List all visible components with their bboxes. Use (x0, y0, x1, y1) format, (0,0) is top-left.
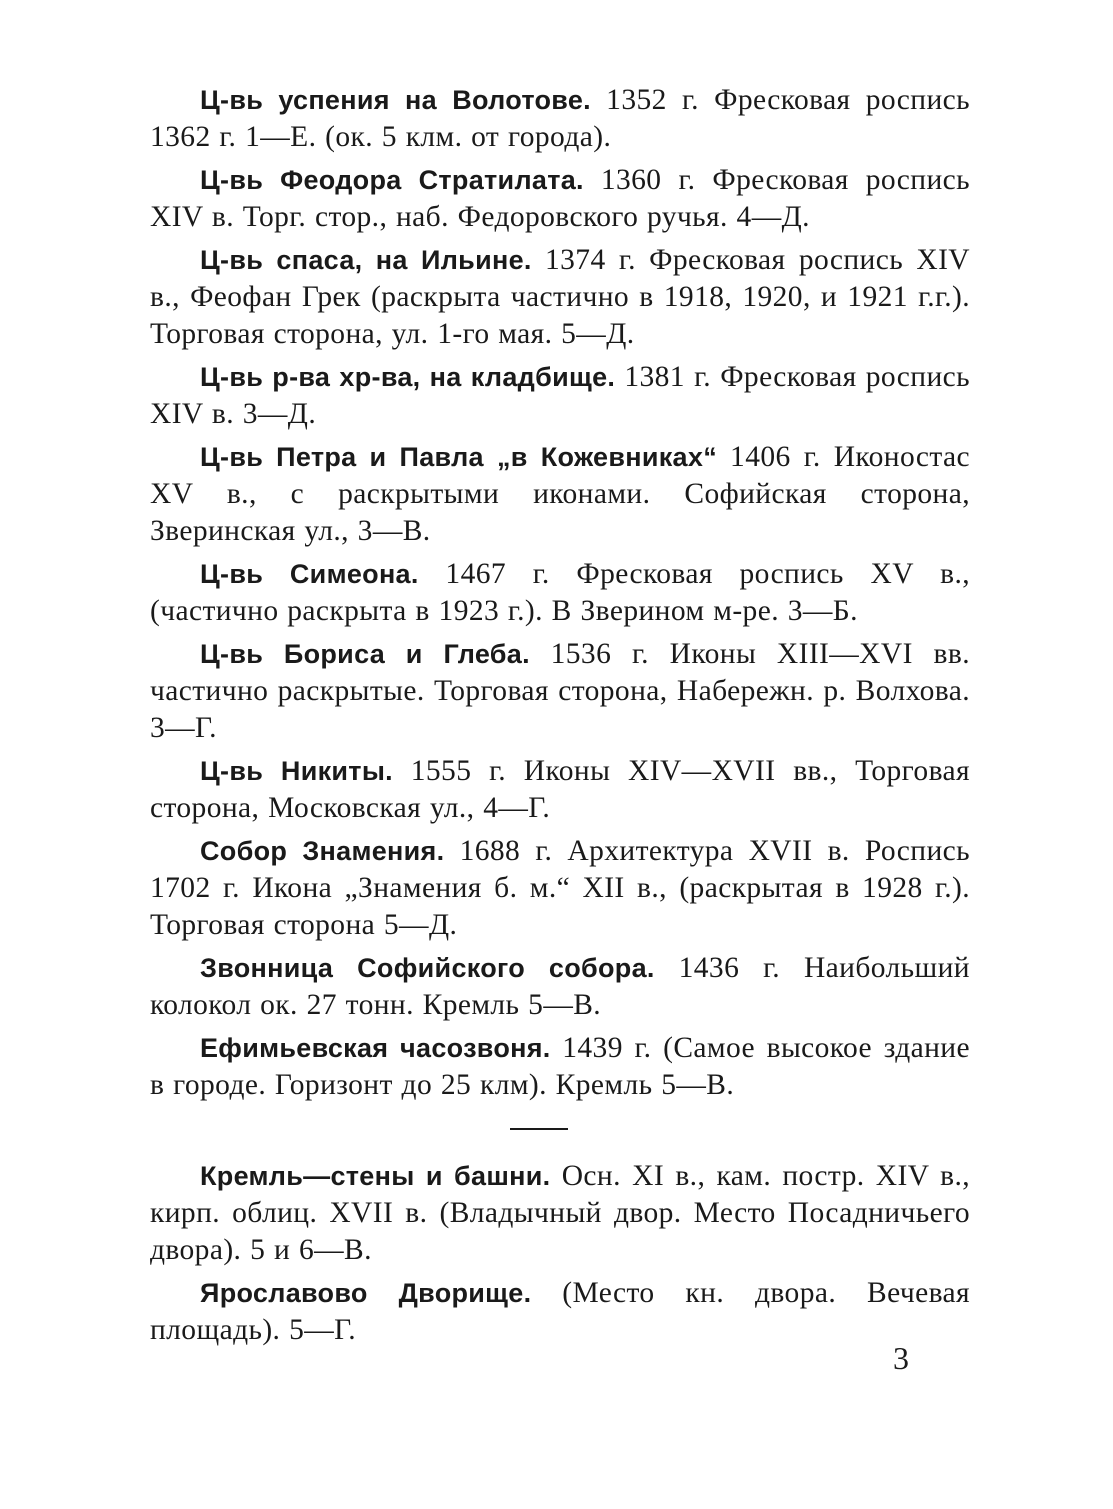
entry-feodor-stratilat (150, 162, 970, 236)
entry-chasozvonya (150, 1030, 970, 1104)
page-number: 3 (893, 1340, 909, 1376)
entry-title: Собор Знамения. (200, 836, 445, 866)
entry-text: 1406 г. Иконостас XV в., с раскрытыми иконами. Софийская сторона, Зверинская ул., 3—В. (150, 441, 970, 547)
entry-title: Ц-вь Петра и Павла „в Кожевниках“ (200, 442, 717, 472)
entry-nikity (150, 753, 970, 827)
entry-text: 1555 г. Иконы XIV—XVII вв., Торговая сторона, Московская ул., 4—Г. (150, 755, 970, 824)
entry-rozhdestvo-kladbische (150, 359, 970, 433)
entry-title: Ц-вь Бориса и Глеба. (200, 639, 530, 669)
entry-petra-pavla (150, 439, 970, 550)
entry-kreml (150, 1158, 970, 1269)
entry-text: 1352 г. Фресковая роспись 1362 г. 1—Е. (ок. 5 клм. от города). (150, 84, 970, 153)
entry-title: Ц-вь р-ва хр-ва, на кладбище. (200, 362, 616, 392)
entry-simeona (150, 556, 970, 630)
entry-sobor-znameniya (150, 833, 970, 944)
entry-borisa-gleba (150, 636, 970, 747)
entry-title: Ц-вь спаса, на Ильине. (200, 245, 532, 275)
entry-volotovo (150, 82, 970, 156)
entry-text: 1467 г. Фресковая роспись XV в., (частично раскрыта в 1923 г.). В Зверином м-ре. 3—Б. (150, 558, 970, 627)
entry-text: 1381 г. Фресковая роспись XIV в. 3—Д. (150, 361, 970, 430)
entry-spas-ilyina (150, 242, 970, 353)
page-content (150, 82, 970, 1355)
entry-title: Ярославово Дворище. (200, 1278, 532, 1308)
entry-text: 1374 г. Фресковая роспись XIV в., Феофан Грек (раскрыта частично в 1918, 1920, и 1921 г.г.). Торговая сторона, ул. 1-го мая. 5—Д. (150, 244, 970, 350)
entry-text: 1360 г. Фресковая роспись XIV в. Торг. стор., наб. Федоровского ручья. 4—Д. (150, 164, 970, 233)
entry-title: Ц-вь Феодора Стратилата. (200, 165, 584, 195)
entry-title: Ц-вь Никиты. (200, 756, 393, 786)
entry-yaroslavovo-dvorische (150, 1275, 970, 1349)
section-divider (510, 1128, 568, 1130)
entry-zvonnitsa (150, 950, 970, 1024)
entry-text: 1436 г. Наибольший колокол ок. 27 тонн. Кремль 5—В. (150, 952, 970, 1021)
entry-text: 1536 г. Иконы XIII—XVI вв. частично раскрытые. Торговая сторона, Набережн. р. Волхова. 3—Г. (150, 638, 970, 744)
entry-title: Ефимьевская часозвоня. (200, 1033, 551, 1063)
entry-title: Ц-вь Симеона. (200, 559, 419, 589)
entry-title: Кремль—стены и башни. (200, 1161, 551, 1191)
entry-title: Ц-вь успения на Волотове. (200, 85, 591, 115)
entry-title: Звонница Софийского собора. (200, 953, 655, 983)
entry-text: (Место кн. двора. Вечевая площадь). 5—Г. (150, 1277, 970, 1346)
entry-text: Осн. XI в., кам. постр. XIV в., кирп. облиц. XVII в. (Владычный двор. Место Посадничьего двора). 5 и 6—В. (150, 1160, 971, 1266)
entry-text: 1688 г. Архитектура XVII в. Роспись 1702 г. Икона „Знамения б. м.“ XII в., (раскрытая в 1928 г.). Торговая сторона 5—Д. (150, 835, 970, 941)
entry-text: 1439 г. (Самое высокое здание в городе. Горизонт до 25 клм). Кремль 5—В. (150, 1032, 970, 1101)
